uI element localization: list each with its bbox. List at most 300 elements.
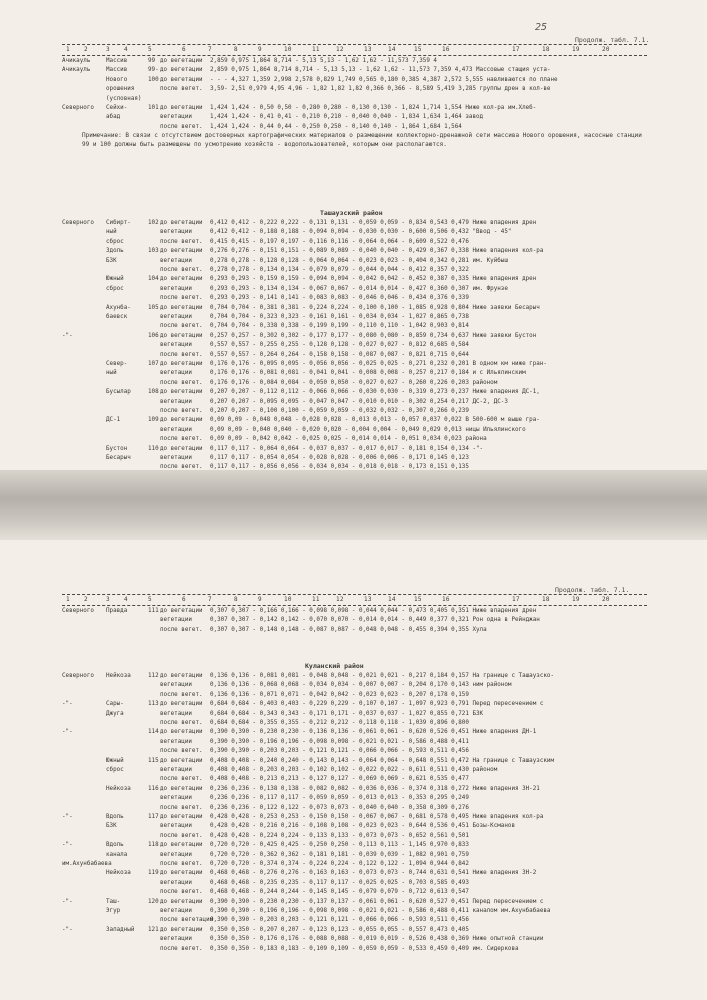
page-gap [0, 470, 707, 540]
station-number: 119 [148, 870, 159, 877]
period-label: вегетации [160, 710, 192, 717]
station-number: 106 [148, 332, 159, 339]
table-row [62, 775, 647, 784]
row-values: 0,09 0,09 - 0,040 0,040 - 0,020 0,020 - 0,004 0,004 - 0,049 0,029 0,013 ницы Ильялинского [210, 426, 526, 433]
collector-name: Сейхи- [106, 105, 128, 111]
row-values: 0,236 0,236 - 0,117 0,117 - 0,059 0,059 - 0,013 0,013 - 0,353 0,295 0,249 [210, 795, 469, 802]
period-label: после вегет. [160, 626, 203, 633]
table-row [62, 95, 647, 104]
row-values: 0,428 0,428 - 0,216 0,216 - 0,108 0,108 - 0,023 0,023 - 0,644 0,536 0,451 Бозы-Ксманов [210, 823, 515, 830]
column-number: 1 [66, 596, 70, 603]
column-number: 15 [414, 46, 422, 53]
row-values: 0,293 0,293 - 0,134 0,134 - 0,067 0,067 - 0,014 0,014 - 0,427 0,360 0,307 им. Фрунзе [210, 285, 508, 292]
row-values: 0,236 0,236 - 0,138 0,138 - 0,082 0,082 - 0,036 0,036 - 0,374 0,318 0,272 Ниже впадения ЗН-21 [210, 785, 540, 792]
period-label: до вегетации [160, 870, 203, 877]
period-label: после вегет. [160, 464, 203, 471]
table-row [62, 888, 647, 897]
period-label: вегетации [160, 879, 192, 886]
period-label: до вегетации [160, 842, 203, 849]
farm-name: -"- [62, 842, 73, 849]
station-number: 112 [148, 673, 159, 679]
row-values: 0,412 0,412 - 0,188 0,188 - 0,094 0,094 - 0,030 0,030 - 0,600 0,506 0,432 "Ввод - 45" [210, 229, 512, 236]
row-values: 0,408 0,408 - 0,213 0,213 - 0,127 0,127 - 0,069 0,069 - 0,621 0,535 0,477 [210, 776, 469, 783]
table-row [62, 266, 647, 275]
table-row [62, 719, 647, 728]
table-row [62, 879, 647, 888]
station-number: 113 [148, 701, 159, 708]
row-values: 0,390 0,390 - 0,230 0,230 - 0,136 0,136 - 0,061 0,061 - 0,620 0,526 0,451 Ниже впадения ДН-1 [210, 729, 537, 736]
header-rule-top [62, 44, 647, 45]
period-label: после вегет. [160, 748, 203, 755]
table-row [62, 804, 647, 813]
row-values: 2,859 0,975 1,864 8,714 8,714 - 5,13 5,13 - 1,62 1,62 - 11,573 7,359 4,473 Массовые стащия уста- [210, 67, 551, 74]
collector-name: Эгур [106, 908, 121, 914]
column-number: 17 [512, 596, 520, 603]
period-label: вегетации [160, 257, 192, 264]
station-number: 109 [148, 417, 159, 424]
period-label: до вегетации [160, 417, 203, 424]
farm-name: им.Ахунбабаева [62, 861, 112, 867]
row-values: - - - 4,327 1,359 2,998 2,578 0,829 1,749 0,565 0,180 0,385 4,387 2,572 5,555 навливаются по плане [210, 76, 558, 83]
row-values: 0,390 0,390 - 0,203 0,203 - 0,121 0,121 - 0,066 0,066 - 0,593 0,511 0,456 [210, 748, 469, 755]
farm-name: Ачикауль [62, 58, 91, 64]
header-rule-bottom [62, 605, 647, 606]
period-label: вегетации [160, 682, 192, 689]
table-row [62, 247, 647, 256]
column-number: 13 [364, 596, 372, 603]
column-number: 8 [234, 46, 238, 53]
period-label: до вегетации [160, 814, 203, 820]
table-row [62, 304, 647, 313]
column-number: 12 [336, 596, 344, 603]
period-label: до вегетации [160, 785, 203, 792]
column-number: 16 [442, 596, 450, 603]
table-row [62, 388, 647, 397]
farm-name: Северного [62, 608, 94, 614]
farm-name: -"- [62, 729, 73, 736]
page-number: 25 [535, 22, 548, 33]
table-row [62, 681, 647, 690]
period-label: вегетации [160, 936, 192, 943]
row-values: 0,176 0,176 - 0,095 0,095 - 0,056 0,056 - 0,025 0,025 - 0,271 0,232 0,201 В одном км ниже гран- [210, 361, 547, 367]
period-label: после вегет. [160, 436, 203, 443]
collector-name: ДС-1 [106, 417, 121, 424]
collector-name: (условная) [106, 95, 142, 102]
period-label: до вегетации [160, 105, 203, 111]
table-row [62, 710, 647, 719]
station-number: 108 [148, 389, 159, 396]
row-values: 0,136 0,136 - 0,081 0,081 - 0,048 0,048 - 0,021 0,021 - 0,217 0,184 0,157 На границе с Ташаузско- [210, 673, 555, 679]
row-values: 0,09 0,09 - 0,048 0,048 - 0,028 0,028 - 0,013 0,013 - 0,057 0,037 0,022 В 500-600 м выше гра- [210, 417, 540, 424]
row-values: 0,176 0,176 - 0,084 0,084 - 0,050 0,050 - 0,027 0,027 - 0,260 0,226 0,203 районом [210, 379, 498, 386]
row-values: 0,704 0,704 - 0,323 0,323 - 0,161 0,161 - 0,034 0,034 - 1,027 0,865 0,738 [210, 314, 469, 320]
period-label: вегетации [160, 285, 192, 292]
column-number: 18 [542, 46, 550, 53]
period-label: после вегет. [160, 945, 203, 952]
table-row [62, 66, 647, 75]
continuation-label: Продолж. табл. 7.1. [575, 36, 650, 44]
row-values: 0,408 0,408 - 0,240 0,240 - 0,143 0,143 - 0,064 0,064 - 0,648 0,551 0,472 На границе с Ташаузским [210, 757, 555, 764]
header-rule-top [62, 594, 647, 595]
period-label: после вегет. [160, 691, 203, 698]
collector-name: Север- [106, 361, 128, 367]
row-values: 0,720 0,720 - 0,425 0,425 - 0,250 0,250 - 0,113 0,113 - 1,145 0,970 0,833 [210, 842, 469, 849]
row-values: 0,350 0,350 - 0,176 0,176 - 0,088 0,088 - 0,019 0,019 - 0,526 0,438 0,369 Ниже опытной станции [210, 936, 544, 943]
column-number: 11 [312, 596, 320, 603]
collector-name: сброс [106, 285, 124, 292]
row-values: 0,307 0,307 - 0,166 0,166 - 0,098 0,098 - 0,044 0,044 - 0,473 0,405 0,351 Ниже впадения дрен [210, 608, 537, 614]
collector-name: Южный [106, 276, 124, 283]
farm-name: -"- [62, 332, 73, 339]
period-label: до вегетации [160, 729, 203, 736]
collector-name: Сары- [106, 701, 124, 708]
footnote: Примечание: В связи с отсутствием достоверных картографических материалов о размещении коллекторно-дренажной сети массива Нового орошения, насосные станции 99 и 100 должны быть размещены по усмотрению хозяйств - водопользователей, которым они располагаются. [82, 132, 642, 148]
collector-name: ный [106, 370, 117, 377]
table-row [62, 907, 647, 916]
table-row [62, 851, 647, 860]
collector-name: Южный [106, 757, 124, 764]
row-values: 0,557 0,557 - 0,255 0,255 - 0,128 0,128 - 0,027 0,027 - 0,812 0,685 0,584 [210, 342, 469, 349]
table-row [62, 757, 647, 766]
station-number: 117 [148, 814, 159, 820]
row-values: 0,307 0,307 - 0,148 0,148 - 0,087 0,087 - 0,048 0,048 - 0,455 0,394 0,355 Хула [210, 626, 487, 633]
period-label: до вегетации [160, 673, 203, 679]
table-row [62, 841, 647, 850]
column-number: 19 [572, 596, 580, 603]
period-label: после вегет. [160, 323, 203, 330]
row-values: 0,684 0,684 - 0,343 0,343 - 0,171 0,171 - 0,037 0,037 - 1,027 0,855 0,721 БЗК [210, 710, 484, 717]
period-label: до вегетации [160, 304, 203, 311]
period-label: до вегетации [160, 701, 203, 708]
row-values: 0,176 0,176 - 0,081 0,081 - 0,041 0,041 - 0,008 0,008 - 0,257 0,217 0,184 и с Ильялинским [210, 370, 526, 377]
table-row [62, 672, 647, 681]
period-label: после вегет. [160, 720, 203, 726]
row-values: 0,408 0,408 - 0,203 0,203 - 0,102 0,102 - 0,022 0,022 - 0,611 0,511 0,430 районом [210, 767, 498, 773]
collector-name: Нейкоза [106, 673, 131, 679]
period-label: после вегет. [160, 861, 203, 867]
column-number: 10 [284, 596, 292, 603]
collector-name: орошения [106, 86, 135, 93]
station-number: 102 [148, 220, 159, 226]
upper-page [0, 0, 707, 470]
collector-name: канала [106, 851, 128, 858]
collector-name: Здоль [106, 248, 124, 255]
row-values: 0,557 0,557 - 0,264 0,264 - 0,158 0,158 - 0,087 0,087 - 0,821 0,715 0,644 [210, 351, 469, 358]
table-row [62, 898, 647, 907]
period-label: до вегетации [160, 67, 203, 74]
table-row [62, 766, 647, 775]
period-label: вегетации [160, 426, 192, 433]
row-values: 0,415 0,415 - 0,197 0,197 - 0,116 0,116 - 0,064 0,064 - 0,609 0,522 0,476 [210, 238, 469, 245]
row-values: 0,293 0,293 - 0,141 0,141 - 0,083 0,083 - 0,046 0,046 - 0,434 0,376 0,339 [210, 295, 469, 302]
table-row [62, 313, 647, 322]
table-row [62, 360, 647, 369]
column-number: 20 [602, 596, 610, 603]
table-row [62, 747, 647, 756]
row-values: 0,428 0,428 - 0,253 0,253 - 0,150 0,150 - 0,067 0,067 - 0,681 0,578 0,495 Ниже впадения кол-ра [210, 814, 544, 820]
period-label: вегетации [160, 314, 192, 320]
table-row [62, 454, 647, 463]
period-label: до вегетации [160, 276, 203, 283]
row-values: 0,412 0,412 - 0,222 0,222 - 0,131 0,131 - 0,059 0,059 - 0,834 0,543 0,479 Ниже впадения дрен [210, 220, 537, 226]
period-label: после вегет. [160, 238, 203, 245]
period-label: до вегетации [160, 332, 203, 339]
row-values: 0,307 0,307 - 0,142 0,142 - 0,070 0,070 - 0,014 0,014 - 0,449 0,377 0,321 Рон одна в Рейнджан [210, 617, 540, 624]
collector-name: сброс [106, 767, 124, 773]
column-number: 6 [182, 596, 186, 603]
collector-name: Вдоль [106, 814, 124, 820]
table-row [62, 398, 647, 407]
table-row [62, 219, 647, 228]
table-row [62, 832, 647, 841]
table-row [62, 738, 647, 747]
collector-name: баевск [106, 314, 128, 320]
table-row [62, 785, 647, 794]
table-row [62, 813, 647, 822]
section-title: Куланский район [305, 662, 364, 670]
column-number: 5 [148, 46, 152, 53]
table-row [62, 76, 647, 85]
station-number: 103 [148, 248, 159, 255]
station-number: 105 [148, 304, 159, 311]
period-label: до вегетации [160, 58, 203, 64]
collector-name: Бесарыч [106, 455, 131, 461]
column-number: 20 [602, 46, 610, 53]
table-row [62, 435, 647, 444]
station-number: 99 [148, 58, 156, 64]
row-values: 0,390 0,390 - 0,196 0,196 - 0,098 0,098 - 0,021 0,021 - 0,586 0,488 0,411 [210, 738, 469, 745]
column-number: 14 [388, 596, 396, 603]
column-number: 3 [106, 596, 110, 603]
farm-name: Северного [62, 220, 94, 226]
row-values: 0,428 0,428 - 0,224 0,224 - 0,133 0,133 - 0,073 0,073 - 0,652 0,561 0,501 [210, 832, 469, 839]
table-row [62, 445, 647, 454]
column-number: 2 [84, 596, 88, 603]
period-label: до вегетации [160, 757, 203, 764]
collector-name: БЗК [106, 823, 117, 830]
column-number: 4 [124, 46, 128, 53]
station-number: 111 [148, 608, 159, 614]
collector-name: Сибирт- [106, 220, 131, 226]
period-label: после вегет. [160, 832, 203, 839]
table-row [62, 285, 647, 294]
collector-name: Таш- [106, 898, 121, 905]
row-values: 0,117 0,117 - 0,064 0,064 - 0,037 0,037 - 0,017 0,017 - 0,181 0,154 0,134 -"- [210, 445, 484, 452]
row-values: 0,684 0,684 - 0,403 0,403 - 0,229 0,229 - 0,107 0,107 - 1,097 0,923 0,791 Перед пересечением с [210, 701, 544, 708]
row-values: 0,720 0,720 - 0,362 0,362 - 0,181 0,181 - 0,039 0,039 - 1,082 0,901 0,759 [210, 851, 469, 858]
table-row [62, 332, 647, 341]
station-number: 114 [148, 729, 159, 736]
column-number: 7 [208, 46, 212, 53]
period-label: до вегетации [160, 389, 203, 396]
period-label: после вегет. [160, 295, 203, 302]
period-label: после вегет. [160, 86, 203, 93]
period-label: вегетации [160, 229, 192, 236]
column-number: 2 [84, 46, 88, 53]
collector-name: Нейкоза [106, 785, 131, 792]
period-label: после вегет. [160, 804, 203, 811]
row-values: 0,136 0,136 - 0,071 0,071 - 0,042 0,042 - 0,023 0,023 - 0,207 0,178 0,159 [210, 691, 469, 698]
period-label: после вегет. [160, 123, 203, 130]
collector-name: ный [106, 229, 117, 236]
row-values: 0,350 0,350 - 0,183 0,183 - 0,109 0,109 - 0,059 0,059 - 0,533 0,459 0,409 им. Сидеркова [210, 945, 519, 952]
table-row [62, 275, 647, 284]
column-number: 12 [336, 46, 344, 53]
column-number: 6 [182, 46, 186, 53]
farm-name: Северного [62, 105, 94, 111]
period-label: вегетации [160, 851, 192, 858]
period-label: после вегет. [160, 889, 203, 896]
table-row [62, 228, 647, 237]
row-values: 0,207 0,207 - 0,100 0,100 - 0,059 0,059 - 0,032 0,032 - 0,307 0,266 0,239 [210, 408, 469, 414]
row-values: 0,684 0,684 - 0,355 0,355 - 0,212 0,212 - 0,118 0,118 - 1,039 0,896 0,800 [210, 720, 469, 726]
collector-name: Нейкоза [106, 870, 131, 877]
table-row [62, 916, 647, 925]
table-row [62, 700, 647, 709]
row-values: 2,859 0,975 1,864 8,714 - 5,13 5,13 - 1,62 1,62 - 11,573 7,359 4 [210, 58, 437, 64]
collector-name: Вдоль [106, 842, 124, 849]
column-number: 11 [312, 46, 320, 53]
collector-name: Нового [106, 76, 128, 83]
column-number: 10 [284, 46, 292, 53]
station-number: 107 [148, 361, 159, 367]
column-number: 9 [258, 596, 262, 603]
table-row [62, 57, 647, 66]
table-row [62, 616, 647, 625]
collector-name: Правда [106, 608, 128, 614]
period-label: вегетации [160, 738, 192, 745]
table-row [62, 238, 647, 247]
column-number: 1 [66, 46, 70, 53]
row-values: 3,59- 2,51 0,979 4,95 4,96 - 1,82 1,82 1,82 0,366 0,366 - 8,589 5,419 3,285 группы дрен в кол-ве [210, 86, 551, 93]
row-values: 0,468 0,468 - 0,244 0,244 - 0,145 0,145 - 0,079 0,079 - 0,712 0,613 0,547 [210, 889, 469, 896]
row-values: 0,207 0,207 - 0,112 0,112 - 0,066 0,066 - 0,030 0,030 - 0,319 0,273 0,237 Ниже впадения ДС-1, [210, 389, 540, 396]
period-label: после вегет. [160, 267, 203, 273]
collector-name: Западный [106, 926, 135, 933]
collector-name: Джуга [106, 710, 124, 717]
column-number: 3 [106, 46, 110, 53]
row-values: 0,278 0,278 - 0,134 0,134 - 0,079 0,079 - 0,044 0,044 - 0,412 0,357 0,322 [210, 267, 469, 273]
table-row [62, 85, 647, 94]
row-values: 0,293 0,293 - 0,159 0,159 - 0,094 0,094 - 0,042 0,042 - 0,452 0,387 0,335 Ниже впадения дрен [210, 276, 537, 283]
period-label: вегетации [160, 908, 192, 914]
row-values: 0,257 0,257 - 0,302 0,302 - 0,177 0,177 - 0,080 0,080 - 0,859 0,734 0,637 Ниже заявки Бустон [210, 332, 537, 339]
collector-name: Ахунба- [106, 304, 131, 311]
table-row [62, 294, 647, 303]
column-number: 13 [364, 46, 372, 53]
header-rule-bottom [62, 55, 647, 56]
column-number: 7 [208, 596, 212, 603]
station-number: 104 [148, 276, 159, 283]
table-row [62, 104, 647, 113]
row-values: 1,424 1,424 - 0,41 0,41 - 0,210 0,210 - 0,040 0,040 - 1,834 1,634 1,464 завод [210, 114, 484, 121]
table-row [62, 113, 647, 122]
period-label: вегетации [160, 617, 192, 624]
row-values: 0,276 0,276 - 0,151 0,151 - 0,089 0,089 - 0,040 0,040 - 0,429 0,367 0,338 Ниже впадения кол-ра [210, 248, 544, 255]
period-label: вегетации [160, 455, 192, 461]
period-label: до вегетации [160, 220, 203, 226]
collector-name: Массив [106, 58, 128, 64]
farm-name: -"- [62, 814, 73, 820]
column-number: 9 [258, 46, 262, 53]
table-row [62, 869, 647, 878]
collector-name: Бусылар [106, 389, 131, 396]
station-number: 121 [148, 926, 159, 933]
period-label: после вегетации [160, 917, 214, 924]
period-label: до вегетации [160, 926, 203, 933]
table-row [62, 322, 647, 331]
column-number: 5 [148, 596, 152, 603]
period-label: до вегетации [160, 361, 203, 367]
row-values: 0,390 0,390 - 0,203 0,203 - 0,121 0,121 - 0,066 0,066 - 0,593 0,511 0,456 [210, 917, 469, 924]
row-values: 0,468 0,468 - 0,235 0,235 - 0,117 0,117 - 0,025 0,025 - 0,703 0,585 0,493 [210, 879, 469, 886]
period-label: до вегетации [160, 248, 203, 255]
period-label: вегетации [160, 370, 192, 377]
row-values: 0,704 0,704 - 0,381 0,381 - 0,224 0,224 - 0,100 0,100 - 1,085 0,928 0,804 Ниже заявки Бесарыч [210, 304, 540, 311]
collector-name: Бустон [106, 445, 128, 452]
period-label: после вегет. [160, 776, 203, 783]
row-values: 1,424 1,424 - 0,50 0,50 - 0,280 0,280 - 0,130 0,130 - 1,824 1,714 1,554 Ниже кол-ра им.Хлеб- [210, 105, 537, 111]
row-values: 0,207 0,207 - 0,095 0,095 - 0,047 0,047 - 0,010 0,010 - 0,302 0,254 0,217 ДС-2, ДС-3 [210, 398, 508, 405]
period-label: вегетации [160, 342, 192, 349]
table-row [62, 945, 647, 954]
collector-name: Массив [106, 67, 128, 74]
period-label: до вегетации [160, 76, 203, 83]
station-number: 116 [148, 785, 159, 792]
station-number: 99- [148, 67, 159, 74]
column-number: 19 [572, 46, 580, 53]
table-row [62, 935, 647, 944]
column-number: 14 [388, 46, 396, 53]
period-label: после вегет. [160, 351, 203, 358]
table-row [62, 351, 647, 360]
table-row [62, 341, 647, 350]
table-row [62, 407, 647, 416]
row-values: 0,117 0,117 - 0,056 0,056 - 0,034 0,034 - 0,018 0,018 - 0,173 0,151 0,135 [210, 464, 469, 471]
column-number: 8 [234, 596, 238, 603]
row-values: 0,278 0,278 - 0,128 0,128 - 0,064 0,064 - 0,023 0,023 - 0,404 0,342 0,281 им. Куйбыш [210, 257, 508, 264]
station-number: 100 [148, 76, 159, 83]
period-label: вегетации [160, 767, 192, 773]
continuation-label: Продолж. табл. 7.1. [555, 586, 630, 594]
row-values: 0,704 0,704 - 0,338 0,338 - 0,199 0,199 - 0,110 0,110 - 1,042 0,903 0,814 [210, 323, 469, 330]
row-values: 0,350 0,350 - 0,207 0,207 - 0,123 0,123 - 0,055 0,055 - 0,557 0,473 0,405 [210, 926, 469, 933]
station-number: 118 [148, 842, 159, 849]
farm-name: -"- [62, 701, 73, 708]
period-label: до вегетации [160, 898, 203, 905]
farm-name: -"- [62, 926, 73, 933]
table-row [62, 822, 647, 831]
table-row [62, 728, 647, 737]
column-number: 18 [542, 596, 550, 603]
table-row [62, 691, 647, 700]
collector-name: сброс [106, 238, 124, 245]
period-label: вегетации [160, 114, 192, 121]
period-label: вегетации [160, 823, 192, 830]
period-label: после вегет. [160, 408, 203, 414]
table-row [62, 626, 647, 635]
farm-name: Ачикауль [62, 67, 91, 74]
collector-name: БЗК [106, 257, 117, 264]
table-row [62, 860, 647, 869]
table-row [62, 369, 647, 378]
section-title: Ташаузский район [320, 209, 383, 217]
row-values: 0,136 0,136 - 0,068 0,068 - 0,034 0,034 - 0,007 0,007 - 0,204 0,170 0,143 ним районом [210, 682, 512, 689]
row-values: 0,390 0,390 - 0,196 0,196 - 0,098 0,098 - 0,021 0,021 - 0,586 0,488 0,411 каналом им.Ахунбабаева [210, 908, 551, 914]
period-label: вегетации [160, 795, 192, 802]
row-values: 0,468 0,468 - 0,276 0,276 - 0,163 0,163 - 0,073 0,073 - 0,744 0,631 0,541 Ниже впадения ЗН-2 [210, 870, 537, 877]
station-number: 101 [148, 105, 159, 111]
